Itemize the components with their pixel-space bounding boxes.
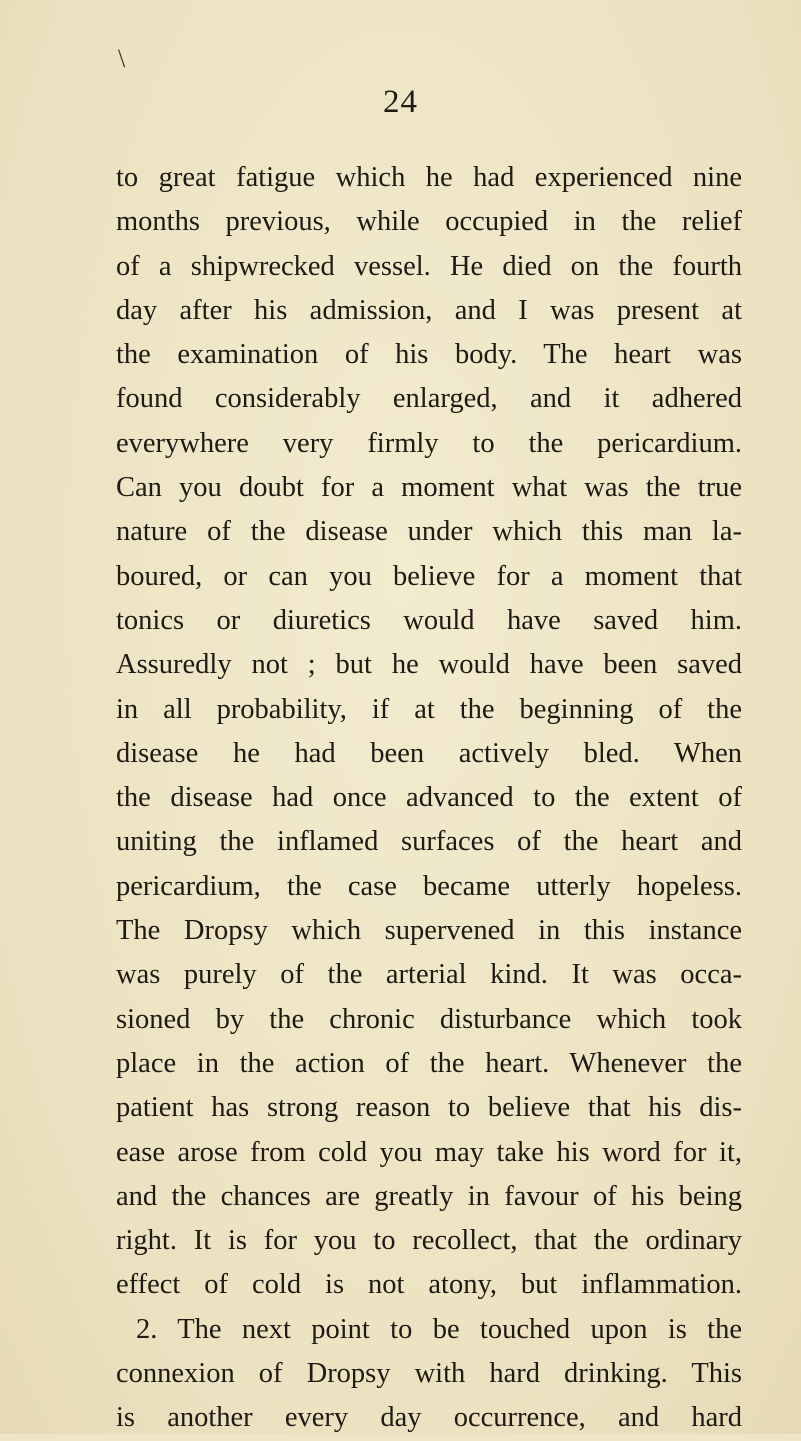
text-line: day after his admission, and I was present at: [116, 294, 742, 326]
text-line: of a shipwrecked vessel. He died on the fourth: [116, 250, 742, 282]
text-line: connexion of Dropsy with hard drinking. This: [116, 1358, 742, 1390]
text-line: months previous, while occupied in the relief: [116, 206, 742, 238]
text-line: everywhere very firmly to the pericardium.: [116, 427, 742, 459]
text-line: found considerably enlarged, and it adhered: [116, 383, 742, 415]
text-line: to great fatigue which he had experienced nine: [116, 162, 742, 193]
text-line: place in the action of the heart. Whenever the: [116, 1047, 742, 1079]
stray-mark: \: [118, 44, 126, 73]
text-line: Assuredly not ; but he would have been saved: [116, 649, 742, 681]
text-line: Can you doubt for a moment what was the true: [116, 472, 742, 504]
text-line: nature of the disease under which this man la-: [116, 516, 742, 548]
text-line: ease arose from cold you may take his word for it,: [116, 1136, 742, 1168]
text-line: was purely of the arterial kind. It was occa-: [116, 959, 742, 991]
text-line: boured, or can you believe for a moment that: [116, 560, 742, 592]
text-line: effect of cold is not atony, but inflammation.: [116, 1269, 742, 1301]
text-line: the examination of his body. The heart was: [116, 339, 742, 371]
text-line: patient has strong reason to believe that his dis-: [116, 1092, 742, 1124]
text-line: tonics or diuretics would have saved him.: [116, 604, 742, 636]
text-line: in all probability, if at the beginning of the: [116, 693, 742, 725]
text-line: 2. The next point to be touched upon is the: [136, 1313, 742, 1345]
text-line: uniting the inflamed surfaces of the heart and: [116, 826, 742, 858]
body-text: [116, 156, 742, 1441]
text-line: pericardium, the case became utterly hopeless.: [116, 870, 742, 902]
text-line: right. It is for you to recollect, that the ordinary: [116, 1225, 742, 1257]
text-line: disease he had been actively bled. When: [116, 737, 742, 769]
text-line: and the chances are greatly in favour of his being: [116, 1180, 742, 1212]
page-number: 24: [383, 84, 418, 120]
text-line: The Dropsy which supervened in this instance: [116, 915, 742, 947]
text-line: the disease had once advanced to the extent of: [116, 782, 742, 814]
text-line: sioned by the chronic disturbance which took: [116, 1003, 742, 1035]
text-line: is another every day occurrence, and hard: [116, 1402, 742, 1434]
